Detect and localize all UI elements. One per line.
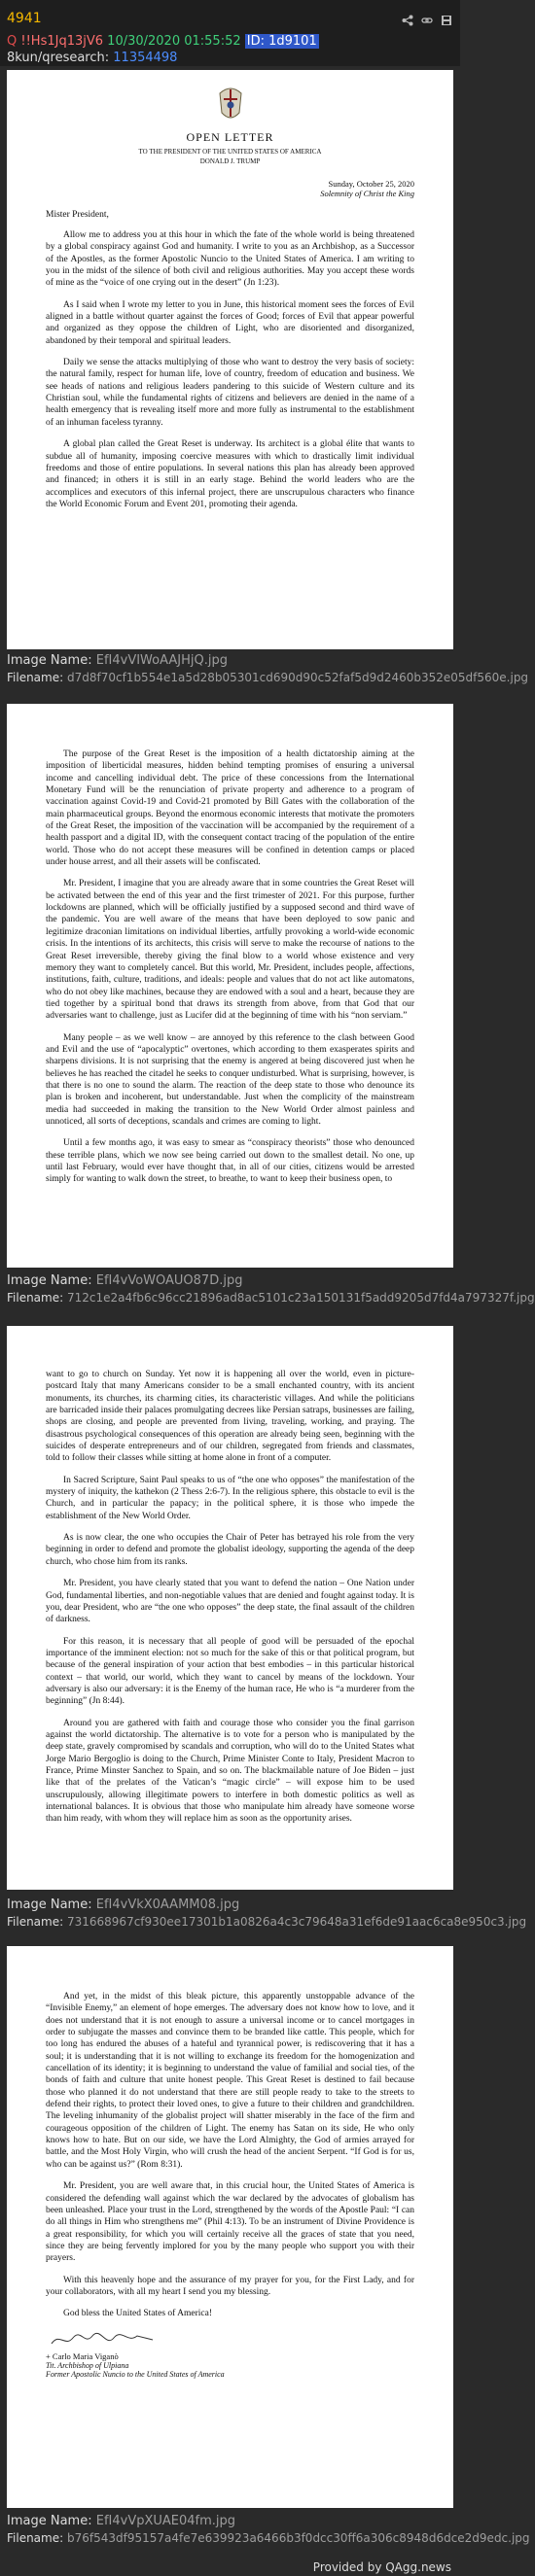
filename[interactable]: b76f543df95157a4fe7e639923a6466b3f0dcc30ff6a306c8948d6dce2d9edc.jpg	[66, 2531, 530, 2545]
letter-paragraph: In Sacred Scripture, Saint Paul speaks to us of “the one who opposes” the manifestation of the mystery of iniquity, the kathekon (2 Thess 2:6-7). In the religious sphere, this obstacle to evil is the Church, and in particular the papacy; in the political sphere, it is those who impede the establishment of the New World Order.	[46, 1475, 414, 1521]
letter-salutation: Mister President,	[46, 210, 109, 220]
letter-paragraph: Daily we sense the attacks multiplying of those who want to destroy the very basis of society: the natural family, respect for human life, love of country, freedom of education and business. We see heads of nations and religious leaders pandering to this suicide of Western culture and its Christian soul, while the fundamental rights of citizens and believers are denied in the name of a health emergency that is revealing itself more and more fully as instrumental to the establishment of an inhuman faceless tyranny.	[46, 358, 414, 428]
letter-solemnity: Solemnity of Christ the King	[320, 189, 414, 198]
image-name[interactable]: EfI4vVoWOAUO87D.jpg	[95, 1273, 243, 1288]
filename-label: Filename:	[7, 671, 64, 684]
signatory-role: Former Apostolic Nuncio to the United States of America	[46, 2369, 225, 2379]
letter-page-image-1[interactable]	[7, 70, 453, 649]
post-id[interactable]: ID: 1d9101	[246, 34, 317, 49]
filename-row	[7, 2531, 530, 2545]
letter-recipient-name: DONALD J. TRUMP	[199, 157, 261, 165]
letter-paragraph: Allow me to address you at this hour in which the fate of the whole world is being threatened by a global conspiracy against God and humanity. I write to you as an Archbishop, as a Successor of the Apostles, as the former Apostolic Nuncio to the United States of America. I am writing to you in the midst of the silence of both civil and religious authorities. May you accept these words of mine as the “voice of one crying out in the desert” (Jn 1:23).	[46, 230, 414, 289]
image-name-row	[7, 1273, 242, 1288]
filename[interactable]: 712c1e2a4fb6c96cc21896ad8ac5101c23a150131f5add9205d7fd4a797327f.jpg	[66, 1291, 535, 1305]
letter-paragraph: Mr. President, you have clearly stated that you want to defend the nation – One Nation under God, fundamental liberties, and non-negotiable values that are denied and fought against today. It is you, dear President, who are “the one who opposes” the deep state, the final assault of the children of darkness.	[46, 1579, 415, 1625]
letter-date: Sunday, October 25, 2020	[328, 179, 414, 189]
letter-page-image-4[interactable]	[7, 1946, 453, 2508]
post-date: 10/30/2020 01:55:52	[107, 34, 241, 49]
tripcode: !!Hs1Jq13jV6	[20, 34, 104, 49]
signature-icon	[50, 2330, 157, 2350]
filename-label: Filename:	[7, 1915, 64, 1929]
filename[interactable]: 731668967cf930ee17301b1a0826a4c3c79648a31ef6de91aac6ca8e950c3.jpg	[66, 1915, 527, 1929]
board-line	[7, 51, 177, 65]
letter-paragraph: Many people – as we well know – are annoyed by this reference to the clash between Good and Evil and the use of “apocalyptic” overtones, which according to them exasperates spirits and sharpens divisions. It is not surprising that the enemy is angered at being discovered just when he believes he has reached the citadel he seeks to conquer undisturbed. What is surprising, however, is that there is no one to sound the alarm. The reaction of the deep state to those who denounce its plan is broken and incoherent, but understandable. Just when the complicity of the mainstream media had succeeded in making the transition to the New World Order almost painless and unnoticed, all sorts of deceptions, scandals and crimes are coming to light.	[46, 1032, 414, 1127]
post-header	[0, 0, 460, 66]
letter-paragraph: want to go to church on Sunday. Yet now it is happening all over the world, even in picture-postcard Italy that many Americans consider to be a small enchanted country, with its ancient monuments, its churches, its charming cities, its characteristic villages. And while the politicians are barricaded inside their palaces promulgating decrees like Persian satraps, businesses are failing, shops are closing, and people are prevented from living, traveling, working, and praying. The disastrous psychological consequences of this operation are already being seen, beginning with the suicides of desperate entrepreneurs and of our children, segregated from friends and classmates, told to follow their classes while sitting at home alone in front of a computer.	[46, 1370, 414, 1464]
image-name-label: Image Name:	[7, 2514, 92, 2528]
save-icon[interactable]	[441, 12, 452, 23]
letter-paragraph: God bless the United States of America!	[63, 2309, 213, 2319]
filename[interactable]: d7d8f70cf1b554e1a5d28b05301cd690d90c52faf5d9d2460b352e05df560e.jpg	[66, 671, 529, 684]
image-name-label: Image Name:	[7, 653, 92, 668]
filename-row	[7, 1291, 535, 1305]
image-name-label: Image Name:	[7, 1897, 92, 1912]
image-name-row	[7, 2514, 235, 2528]
letter-recipient: TO THE PRESIDENT OF THE UNITED STATES OF AMERICA	[138, 148, 322, 156]
image-name[interactable]: EfI4vVIWoAAJHjQ.jpg	[95, 653, 228, 668]
letter-paragraph: Mr. President, you are well aware that, in this crucial hour, the United States of America is considered the defending wall against which the war declared by the advocates of globalism has been unleashed. Place your trust in the Lord, strengthened by the words of the Apostle Paul: “I can do all things in Him who strengthens me” (Phil 4:13). To be an instrument of Divine Providence is a great responsibility, for which you will certainly receive all the graces of state that you need, since they are being fervently implored for you by the many people who support you with their prayers.	[46, 2181, 414, 2264]
footer-credit: Provided by QAgg.news	[312, 2560, 451, 2574]
signatory-title: Tit. Archbishop of Ulpiana	[46, 2360, 129, 2370]
filename-label: Filename:	[7, 1291, 64, 1305]
link-icon[interactable]	[421, 12, 433, 23]
letter-paragraph: Until a few months ago, it was easy to smear as “conspiracy theorists” those who denounced these terrible plans, which we now see being carried out down to the smallest detail. No one, up until last February, would ever have thought that, in all of our cities, citizens would be arrested simply for wanting to walk down the street, to breathe, to want to keep their business open, to	[46, 1138, 414, 1185]
toolbar-icons	[402, 12, 452, 23]
filename-row	[7, 671, 529, 684]
letter-paragraph: Around you are gathered with faith and courage those who consider you the final garrison against the world dictatorship. The alternative is to vote for a person who is manipulated by the deep state, gravely compromised by scandals and corruption, who will do to the United States what Jorge Mario Bergoglio is doing to the Church, Prime Minister Conte to Italy, President Macron to France, Prime Minster Sanchez to Spain, and so on. The blackmailable nature of Joe Biden – just like that of the prelates of the Vatican’s “magic circle” – will expose him to be used unscrupulously, allowing illegitimate powers to interfere in both domestic politics as well as international balances. It is obvious that those who manipulate him already have someone worse than him ready, with whom they will replace him as soon as the opportunity arises.	[46, 1718, 414, 1825]
letter-page-image-2[interactable]	[7, 704, 453, 1268]
share-icon[interactable]	[402, 12, 413, 23]
letter-title: OPEN LETTER	[186, 130, 274, 144]
post-meta	[7, 34, 319, 49]
letter-paragraph: For this reason, it is necessary that all people of good will be persuaded of the epochal importance of the imminent election: not so much for the sake of this or that political program, but because of the general inspiration of your action that best embodies – in this particular historical context – that world, our world, which they want to cancel by means of the lockdown. Your adversary is also our adversary: it is the Enemy of the human race, He who is “a murderer from the beginning” (Jn 8:44).	[46, 1636, 414, 1707]
coat-of-arms-icon	[214, 84, 247, 124]
image-name-row	[7, 653, 228, 668]
q-badge: Q	[7, 34, 18, 49]
filename-row	[7, 1915, 527, 1929]
letter-paragraph: A global plan called the Great Reset is underway. Its architect is a global élite that wants to subdue all of humanity, imposing coercive measures with which to drastically limit individual freedoms and those of entire populations. In several nations this plan has already been approved and financed; in others it is still in an early stage. Behind the world leaders who are the accomplices and executors of this infernal project, there are unscrupulous characters who finance the World Economic Forum and Event 201, promoting their agenda.	[46, 439, 414, 509]
letter-paragraph: And yet, in the midst of this bleak picture, this apparently unstoppable advance of the “Invisible Enemy,” an element of hope emerges. The adversary does not know how to love, and it does not understand that it is not enough to assure a universal income or to cancel mortgages in order to subjugate the masses and convince them to be branded like cattle. This people, which for too long has endured the abuses of a hateful and tyrannical power, is rediscovering that it has a soul; it is understanding that it is not willing to exchange its freedom for the homogenization and cancellation of its identity; it is beginning to understand the value of familial and social ties, of the bonds of faith and culture that unite honest people. This Great Reset is destined to fail because those who planned it do not understand that there are still people ready to take to the streets to defend their rights, to protect their loved ones, to give a future to their children and grandchildren. The leveling inhumanity of the globalist project will shatter miserably in the face of the firm and courageous opposition of the children of Light. The enemy has Satan on its side, He who only knows how to hate. But on our side, we have the Lord Almighty, the God of armies arrayed for battle, and the Most Holy Virgin, who will crush the head of the ancient Serpent. “If God is for us, who can be against us?” (Rom 8:31).	[46, 1992, 414, 2170]
signatory-name: + Carlo Maria Viganò	[46, 2350, 119, 2361]
image-name-row	[7, 1897, 239, 1912]
letter-page-image-3[interactable]	[7, 1326, 453, 1890]
letter-paragraph: As is now clear, the one who occupies the Chair of Peter has betrayed his role from the very beginning in order to defend and promote the globalist ideology, supporting the agenda of the deep church, who chose him from its ranks.	[46, 1533, 414, 1567]
filename-label: Filename:	[7, 2531, 64, 2545]
board-name: 8kun/qresearch:	[7, 51, 110, 65]
letter-paragraph: Mr. President, I imagine that you are already aware that in some countries the Great Reset will be activated between the end of this year and the first trimester of 2021. For this purpose, further lockdowns are planned, which will be officially justified by a supposed second and third wave of the pandemic. You are well aware of the means that have been deployed to sow panic and legitimize draconian limitations on individual liberties, artfully provoking a world-wide economic crisis. In the intentions of its architects, this crisis will serve to make the recourse of nations to the Great Reset irreversible, thereby giving the final blow to a world whose existence and very memory they want to completely cancel. But this world, Mr. President, includes people, affections, institutions, faith, culture, traditions, and ideals: people and values that do not act like automatons, who do not obey like machines, because they are endowed with a soul and a heart, because they are tied together by a spiritual bond that draws its strength from above, from that God that our adversaries want to challenge, just as Lucifer did at the beginning of time with his “non serviam.”	[46, 879, 414, 1022]
thread-link[interactable]: 11354498	[113, 51, 178, 65]
post-number[interactable]: 4941	[7, 11, 42, 26]
image-name-label: Image Name:	[7, 1273, 92, 1288]
letter-paragraph: The purpose of the Great Reset is the imposition of a health dictatorship aiming at the imposition of liberticidal measures, hidden behind tempting promises of ensuring a universal income and cancelling individual debt. The price of these concessions from the International Monetary Fund will be the renunciation of private property and adherence to a program of vaccination against Covid-19 and Covid-21 promoted by Bill Gates with the collaboration of the main pharmaceutical groups. Beyond the enormous economic interests that motivate the promoters of the Great Reset, the imposition of the vaccination will be accompanied by the requirement of a health passport and a digital ID, with the consequent contact tracing of the population of the entire world. Those who do not accept these measures will be confined in detention camps or placed under house arrest, and all their assets will be confiscated.	[46, 749, 414, 868]
letter-paragraph: With this heavenly hope and the assurance of my prayer for you, for the First Lady, and for your collaborators, with all my heart I send you my blessing.	[46, 2275, 414, 2297]
image-name[interactable]: EfI4vVkX0AAMM08.jpg	[95, 1897, 240, 1912]
letter-paragraph: As I said when I wrote my letter to you in June, this historical moment sees the forces of Evil aligned in a battle without quarter against the forces of Good; forces of Evil that appear powerful and organized as they oppose the children of Light, who are disoriented and disorganized, abandoned by their temporal and spiritual leaders.	[46, 299, 414, 346]
image-name[interactable]: EfI4vVpXUAE04fm.jpg	[95, 2514, 236, 2528]
